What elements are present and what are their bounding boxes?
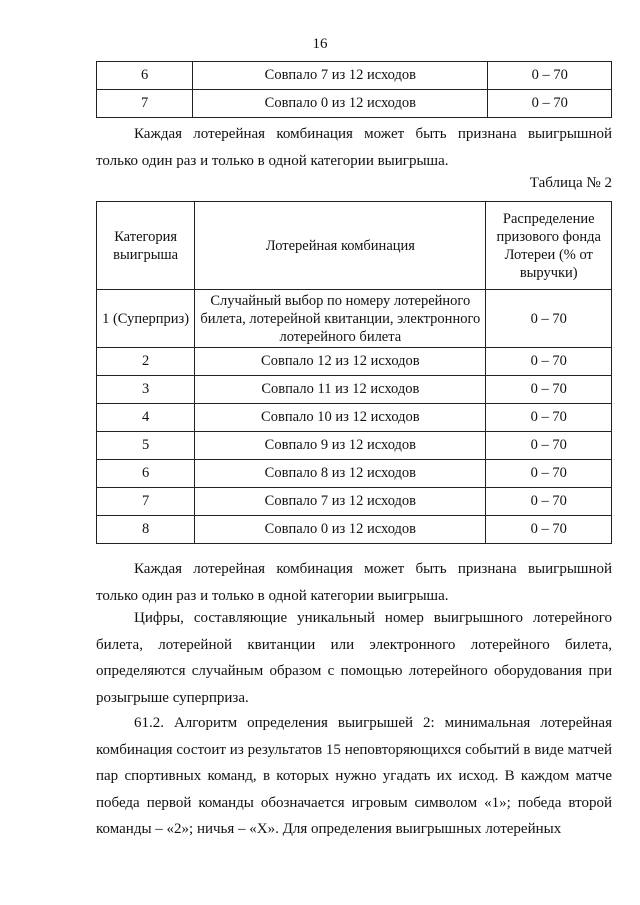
table-caption: Таблица № 2	[529, 175, 612, 191]
table-row	[97, 404, 612, 432]
table-row	[97, 488, 612, 516]
category-cell: 6	[97, 460, 195, 488]
distribution-cell: 0 – 70	[486, 404, 612, 432]
combination-cell: Совпало 8 из 12 исходов	[195, 460, 486, 488]
distribution-cell: 0 – 70	[486, 488, 612, 516]
combination-cell: Совпало 7 из 12 исходов	[195, 488, 486, 516]
paragraph-algorithm-2: 61.2. Алгоритм определения выигрышей 2: минимальная лотерейная комбинация состоит из результатов 15 неповторяющихся событий в виде матчей пар спортивных команд, в которых нужно угадать их исход. В каждом матче победа первой команды обозначается игровым символом «1»; победа второй команды – «2»; ничья – «Х». Для определения выигрышных лотерейных	[96, 715, 612, 837]
category-cell: 1 (Суперприз)	[97, 290, 195, 348]
table-row	[97, 90, 612, 118]
table-header-row	[97, 202, 612, 290]
distribution-cell: 0 – 70	[486, 348, 612, 376]
distribution-cell: 0 – 70	[488, 90, 612, 118]
combination-cell: Совпало 10 из 12 исходов	[195, 404, 486, 432]
paragraph-superprize-digits: Цифры, составляющие уникальный номер выигрышного лотерейного билета, лотерейной квитанции или электронного лотерейного билета, определяются случайным образом с помощью лотерейного оборудования при розыгрыше суперприза.	[96, 610, 612, 706]
combination-cell: Совпало 0 из 12 исходов	[195, 516, 486, 544]
table-row	[97, 460, 612, 488]
distribution-cell: 0 – 70	[486, 460, 612, 488]
table-row	[97, 290, 612, 348]
category-cell: 3	[97, 376, 195, 404]
category-cell: 8	[97, 516, 195, 544]
distribution-cell: 0 – 70	[486, 376, 612, 404]
page-number: 16	[312, 36, 328, 52]
category-cell: 4	[97, 404, 195, 432]
distribution-cell: 0 – 70	[488, 62, 612, 90]
combination-cell: Совпало 7 из 12 исходов	[193, 62, 488, 90]
paragraph-one-time-win: Каждая лотерейная комбинация может быть признана выигрышной только один раз и только в одной категории выигрыша.	[96, 126, 612, 169]
distribution-cell: 0 – 70	[486, 516, 612, 544]
table-row	[97, 516, 612, 544]
paragraph-one-time-win-2: Каждая лотерейная комбинация может быть признана выигрышной только один раз и только в одной категории выигрыша.	[96, 561, 612, 604]
category-cell: 6	[97, 62, 193, 90]
category-cell: 2	[97, 348, 195, 376]
header-combination: Лотерейная комбинация	[195, 202, 486, 290]
table-row	[97, 376, 612, 404]
prize-table-2	[96, 201, 612, 544]
combination-cell: Совпало 12 из 12 исходов	[195, 348, 486, 376]
combination-cell: Совпало 11 из 12 исходов	[195, 376, 486, 404]
category-cell: 7	[97, 488, 195, 516]
table-row	[97, 432, 612, 460]
combination-cell: Совпало 0 из 12 исходов	[193, 90, 488, 118]
category-cell: 7	[97, 90, 193, 118]
header-distribution: Распределение призового фонда Лотереи (% от выручки)	[486, 202, 612, 290]
header-category: Категория выигрыша	[97, 202, 195, 290]
table-row	[97, 62, 612, 90]
distribution-cell: 0 – 70	[486, 290, 612, 348]
prize-table-continued	[96, 61, 612, 118]
distribution-cell: 0 – 70	[486, 432, 612, 460]
category-cell: 5	[97, 432, 195, 460]
table-row	[97, 348, 612, 376]
combination-cell: Случайный выбор по номеру лотерейного билета, лотерейной квитанции, электронного лотерейного билета	[195, 290, 486, 348]
combination-cell: Совпало 9 из 12 исходов	[195, 432, 486, 460]
